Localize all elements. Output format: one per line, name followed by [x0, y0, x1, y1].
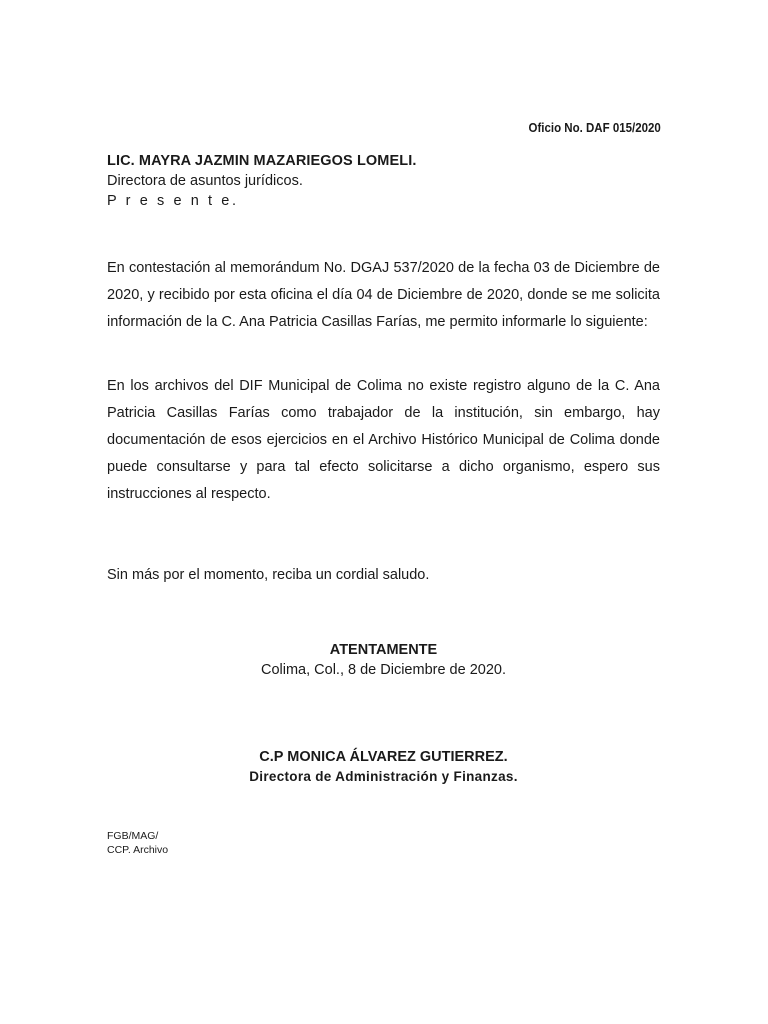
body-paragraph-2: En los archivos del DIF Municipal de Colima no existe registro alguno de la C. Ana Patricia Casillas Farías como trabajador de la institución, sin embargo, hay documentación de esos ejercicios en el Archivo Histórico Municipal de Colima donde puede consultarse y para tal efecto solicitarse a dicho organismo, espero sus instrucciones al respecto. — [107, 378, 660, 502]
signatory-position: Directora de Administración y Finanzas. — [249, 769, 518, 784]
addressee-name: LIC. MAYRA JAZMIN MAZARIEGOS LOMELI. — [107, 153, 417, 169]
signatory-name: C.P MONICA ÁLVAREZ GUTIERREZ. — [259, 749, 508, 765]
signature-block — [107, 747, 660, 787]
reference-ccp: CCP. Archivo — [107, 844, 169, 856]
body-paragraph-1: En contestación al memorándum No. DGAJ 537/2020 de la fecha 03 de Diciembre de 2020, y recibido por esta oficina el día 04 de Diciembre de 2020, donde se me solicita información de la C. Ana Patricia Casillas Farías, me permito informarle lo siguiente: — [107, 260, 660, 330]
reference-initials: FGB/MAG/ — [107, 830, 159, 842]
addressee-presente: P r e s e n t e. — [107, 193, 239, 209]
closing-atentamente: ATENTAMENTE — [329, 642, 438, 658]
oficio-number: Oficio No. DAF 015/2020 — [528, 121, 661, 135]
closing-block — [107, 640, 660, 680]
closing-place-date: Colima, Col., 8 de Diciembre de 2020. — [260, 662, 506, 678]
addressee-position: Directora de asuntos jurídicos. — [107, 173, 303, 189]
addressee-block — [107, 151, 416, 211]
references-block — [107, 829, 168, 857]
body-paragraph-3: Sin más por el momento, reciba un cordial saludo. — [107, 567, 430, 583]
